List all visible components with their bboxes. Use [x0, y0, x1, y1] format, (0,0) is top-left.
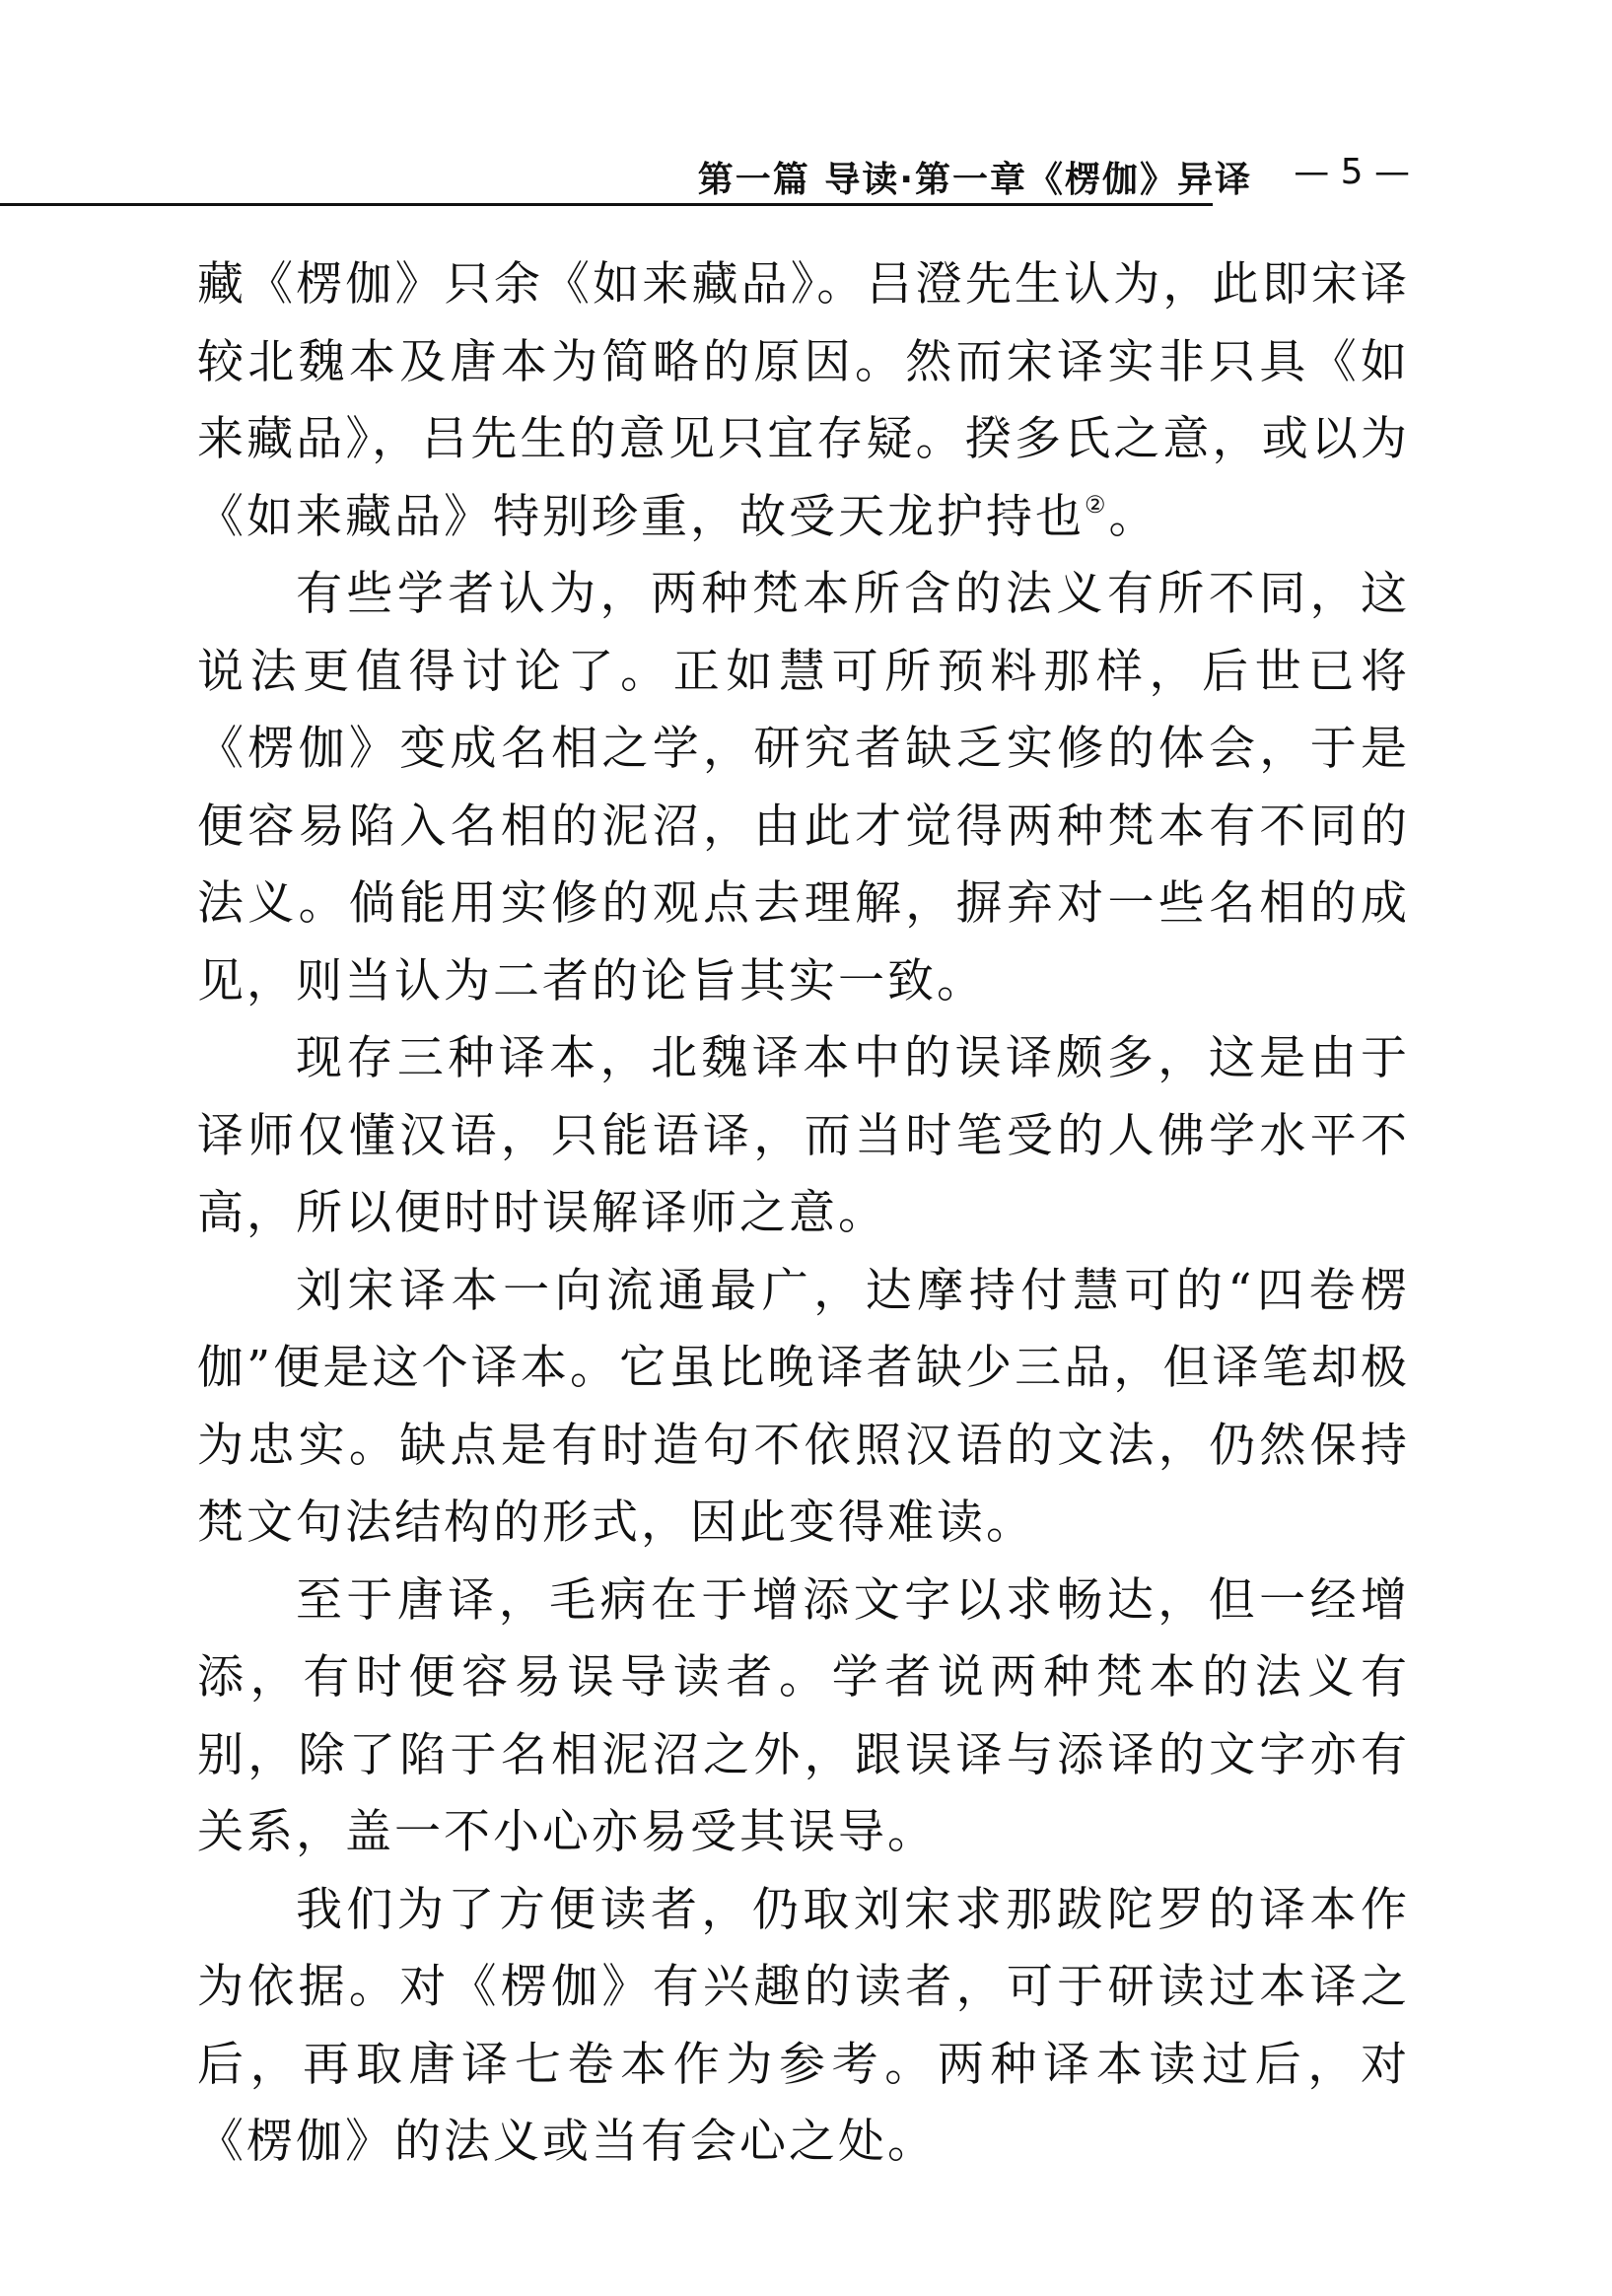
paragraph-5: 至于唐译，毛病在于增添文字以求畅达，但一经增添，有时便容易误导读者。学者说两种梵本的法义有别，除了陷于名相泥沼之外，跟误译与添译的文字亦有关系，盖一不小心亦易受其误导。: [197, 1572, 1410, 1859]
paragraph-1-end: 。: [1108, 489, 1158, 544]
paragraph-4: 刘宋译本一向流通最广，达摩持付慧可的“四卷楞伽”便是这个译本。它虽比晚译者缺少三品，但译笔却极为忠实。缺点是有时造句不依照汉语的文法，仍然保持梵文句法结构的形式，因此变得难读。: [197, 1263, 1410, 1550]
page-number: — 5 —: [1294, 152, 1410, 192]
footnote-marker: ②: [1085, 490, 1109, 519]
paragraph-1: [197, 246, 1410, 556]
paragraph-2: 有些学者认为，两种梵本所含的法义有所不同，这说法更值得讨论了。正如慧可所预料那样，后世已将《楞伽》变成名相之学，研究者缺乏实修的体会，于是便容易陷入名相的泥沼，由此才觉得两种梵本有不同的法义。倘能用实修的观点去理解，摒弃对一些名相的成见，则当认为二者的论旨其实一致。: [197, 567, 1410, 1009]
paragraph-1-text: 藏《楞伽》只余《如来藏品》。吕澄先生认为，此即宋译较北魏本及唐本为简略的原因。然而宋译实非只具《如来藏品》，吕先生的意见只宜存疑。揆多氏之意，或以为《如来藏品》特别珍重，故受天龙护持也: [197, 257, 1410, 544]
paragraph-6: 我们为了方便读者，仍取刘宋求那跋陀罗的译本作为依据。对《楞伽》有兴趣的读者，可于研读过本译之后，再取唐译七卷本作为参考。两种译本读过后，对《楞伽》的法义或当有会心之处。: [197, 1882, 1410, 2169]
paragraph-3: 现存三种译本，北魏译本中的误译颇多，这是由于译师仅懂汉语，只能语译，而当时笔受的人佛学水平不高，所以便时时误解译师之意。: [197, 1031, 1410, 1240]
running-header-title: 第一篇 导读·第一章《楞伽》异译: [697, 160, 1252, 200]
header-rule: [0, 203, 1213, 206]
body-text: [197, 246, 1410, 2182]
running-header: [197, 148, 1410, 201]
